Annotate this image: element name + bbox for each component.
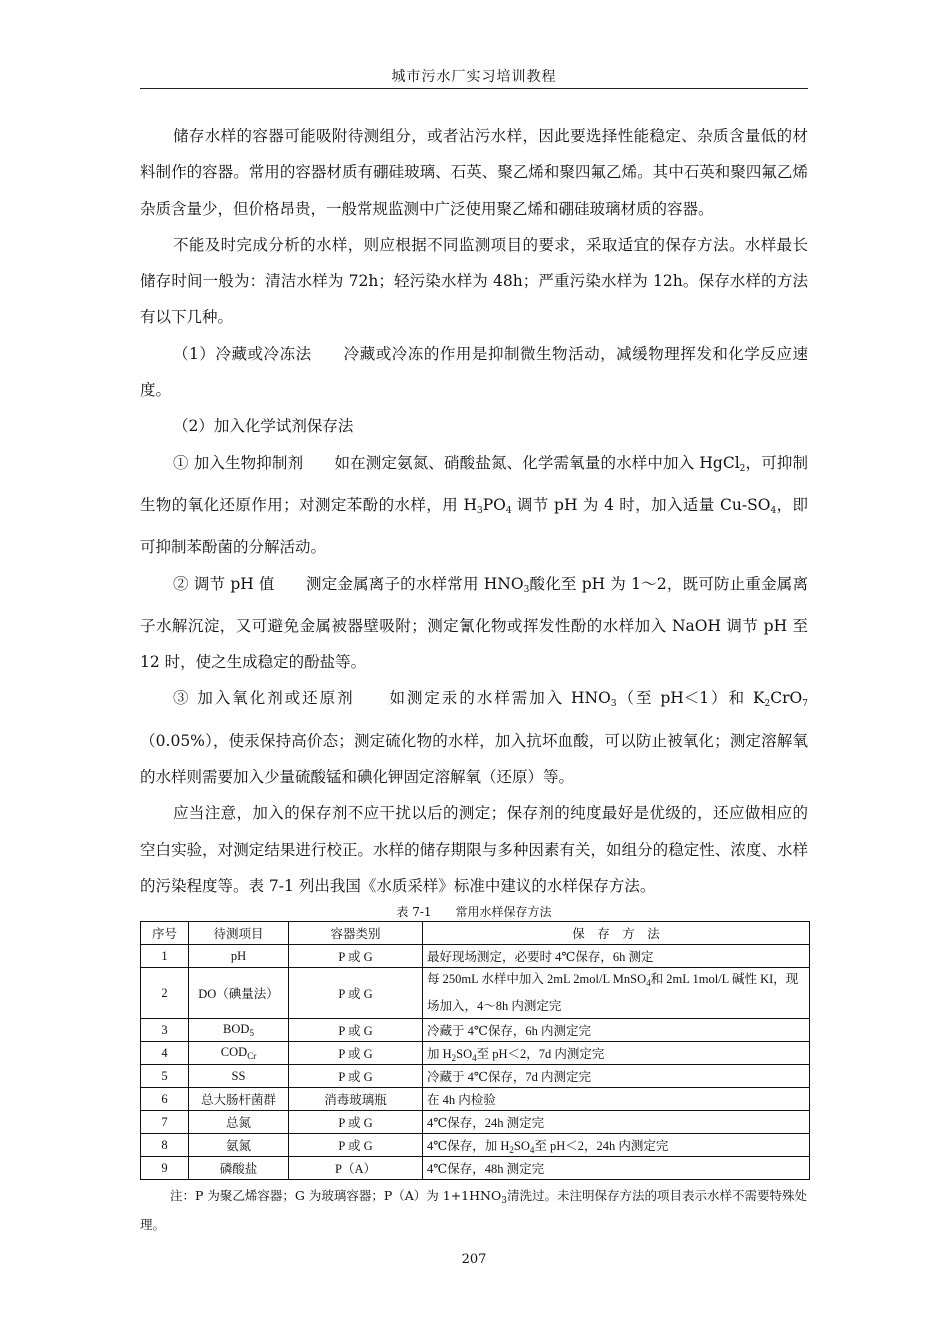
header-rule xyxy=(140,88,808,89)
cell-method xyxy=(423,1134,810,1157)
running-header: 城市污水厂实习培训教程 xyxy=(391,69,557,85)
table-row xyxy=(141,945,810,968)
text-run: （至 pH＜1）和 K xyxy=(616,689,765,708)
subscript: 2 xyxy=(739,463,746,474)
page-number: 207 xyxy=(461,1252,487,1267)
subscript: 2 xyxy=(509,1144,514,1155)
text-run: ② 调节 pH 值 测定金属离子的水样常用 HNO xyxy=(173,574,524,593)
text-run: ，即可抑制苯酚菌的分解活动。 xyxy=(140,495,808,557)
cell-method xyxy=(423,968,810,1019)
cell-container: P 或 G xyxy=(289,1065,423,1088)
cell-number: 9 xyxy=(141,1157,189,1180)
text-run: 清洗过。未注明保存方法的项目表示水样不需要特殊处理。 xyxy=(140,1188,807,1232)
column-header: 序号 xyxy=(141,922,189,945)
cell-item: 磷酸盐 xyxy=(189,1157,289,1180)
cell-container: P 或 G xyxy=(289,1111,423,1134)
paragraph: 储存水样的容器可能吸附待测组分，或者沾污水样，因此要选择性能稳定、杂质含量低的材料制作的容器。常用的容器材质有硼硅玻璃、石英、聚乙烯和聚四氟乙烯。其中石英和聚四氟乙烯杂质含量少，但价格昂贵，一般常规监测中广泛使用聚乙烯和硼硅玻璃材质的容器。 xyxy=(140,127,808,218)
text-run: PO xyxy=(482,495,506,514)
column-header: 待测项目 xyxy=(189,922,289,945)
table-row xyxy=(141,1134,810,1157)
cell-number: 4 xyxy=(141,1042,189,1065)
cell-method: 4℃保存，24h 测定完 xyxy=(423,1111,810,1134)
table-note xyxy=(140,1184,808,1237)
preservation-table xyxy=(140,921,810,1180)
cell-number: 6 xyxy=(141,1088,189,1111)
subscript: 5 xyxy=(249,1028,254,1038)
cell-item: SS xyxy=(189,1065,289,1088)
text-run: 至 pH＜2，7d 内测定完 xyxy=(476,1046,605,1061)
cell-item: pH xyxy=(189,945,289,968)
table-row xyxy=(141,1019,810,1042)
cell-number: 1 xyxy=(141,945,189,968)
cell-container: P（A） xyxy=(289,1157,423,1180)
text-run: ① 加入生物抑制剂 如在测定氨氮、硝酸盐氮、化学需氧量的水样中加入 HgCl xyxy=(173,453,740,472)
cell-number: 7 xyxy=(141,1111,189,1134)
subscript: 3 xyxy=(610,699,617,710)
subscript: 4 xyxy=(646,978,651,988)
table-caption: 表 7-1 常用水样保存方法 xyxy=(396,905,552,919)
table-row xyxy=(141,968,810,1019)
body-text xyxy=(140,118,808,904)
cell-container: P 或 G xyxy=(289,1134,423,1157)
cell-container: P 或 G xyxy=(289,945,423,968)
cell-number: 2 xyxy=(141,968,189,1019)
text-run: 4℃保存，加 H xyxy=(427,1138,510,1153)
column-header: 容器类别 xyxy=(289,922,423,945)
text-run: 和 2mL 1mol/L 碱性 KI，现场加入，4～8h 内测定完 xyxy=(427,972,799,1013)
cell-item xyxy=(189,1042,289,1065)
text-run: 注：P 为聚乙烯容器；G 为玻璃容器；P（A）为 1+1HNO xyxy=(170,1188,502,1203)
table-row xyxy=(141,1088,810,1111)
text-run: SO xyxy=(456,1046,473,1061)
text-run: ③ 加入氧化剂或还原剂 如测定汞的水样需加入 HNO xyxy=(173,689,611,708)
cell-item xyxy=(189,1019,289,1042)
text-run: 调节 pH 为 4 时，加入适量 Cu-SO xyxy=(511,495,771,514)
text-run: CrO xyxy=(770,689,803,708)
subscript: 3 xyxy=(476,505,483,516)
text-run: 酸化至 pH 为 1～2，既可防止重金属离子水解沉淀，又可避免金属被器壁吸附；测定氰化物或挥发性酚的水样加入 NaOH 调节 pH 至 12 时，使之生成稳定的酚盐等。 xyxy=(140,574,808,672)
paragraph: （1）冷藏或冷冻法 冷藏或冷冻的作用是抑制微生物活动，减缓物理挥发和化学反应速度。 xyxy=(140,344,808,400)
text-run: 至 pH＜2，24h 内测定完 xyxy=(534,1138,669,1153)
cell-container: P 或 G xyxy=(289,1042,423,1065)
cell-number: 8 xyxy=(141,1134,189,1157)
paragraph: （2）加入化学试剂保存法 xyxy=(173,417,354,436)
cell-method: 4℃保存，48h 测定完 xyxy=(423,1157,810,1180)
subscript: 7 xyxy=(802,699,808,710)
text-run: 每 250mL 水样中加入 2mL 2mol/L MnSO xyxy=(427,972,647,986)
text-run: COD xyxy=(220,1045,248,1059)
text-run: SO xyxy=(513,1138,530,1153)
text-run: ，可抑制生物的氧化还原作用；对测定苯酚的水样，用 H xyxy=(140,453,808,514)
subscript: 4 xyxy=(770,505,777,516)
cell-method: 在 4h 内检验 xyxy=(423,1088,810,1111)
subscript: 4 xyxy=(529,1144,535,1155)
table-row xyxy=(141,1111,810,1134)
cell-method: 冷藏于 4℃保存，6h 内测定完 xyxy=(423,1019,810,1042)
table-row xyxy=(141,1157,810,1180)
paragraph: 应当注意，加入的保存剂不应干扰以后的测定；保存剂的纯度最好是优级的，还应做相应的空白实验，对测定结果进行校正。水样的储存期限与多种因素有关，如组分的稳定性、浓度、水样的污染程度等。表 7-1 列出我国《水质采样》标准中建议的水样保存方法。 xyxy=(140,804,808,895)
cell-container: P 或 G xyxy=(289,968,423,1019)
cell-item: DO（碘量法） xyxy=(189,968,289,1019)
cell-method xyxy=(423,1042,810,1065)
text-run: （0.05%），使汞保持高价态；测定硫化物的水样，加入抗坏血酸，可以防止被氧化；测定溶解氧的水样则需要加入少量硫酸锰和碘化钾固定溶解氧（还原）等。 xyxy=(140,731,808,787)
paragraph xyxy=(140,680,808,795)
subscript: 4 xyxy=(505,505,512,516)
table-header-row xyxy=(141,922,810,945)
paragraph: 不能及时完成分析的水样，则应根据不同监测项目的要求，采取适宜的保存方法。水样最长储存时间一般为：清洁水样为 72h；轻污染水样为 48h；严重污染水样为 12h。保存水样的方法有以下几种。 xyxy=(140,235,808,327)
cell-method: 最好现场测定，必要时 4℃保存，6h 测定 xyxy=(423,945,810,968)
subscript: Cr xyxy=(247,1051,257,1061)
subscript: 2 xyxy=(764,699,771,710)
cell-item: 总氮 xyxy=(189,1111,289,1134)
text-run: 加 H xyxy=(427,1046,452,1061)
cell-container: 消毒玻璃瓶 xyxy=(289,1088,423,1111)
subscript: 4 xyxy=(472,1052,477,1063)
paragraph xyxy=(140,445,808,566)
cell-method: 冷藏于 4℃保存，7d 内测定完 xyxy=(423,1065,810,1088)
subscript: 3 xyxy=(501,1196,507,1206)
table-row xyxy=(141,1042,810,1065)
cell-container: P 或 G xyxy=(289,1019,423,1042)
column-header: 保 存 方 法 xyxy=(423,922,810,945)
table-row xyxy=(141,1065,810,1088)
paragraph xyxy=(140,566,808,681)
subscript: 2 xyxy=(451,1052,457,1063)
cell-number: 5 xyxy=(141,1065,189,1088)
cell-number: 3 xyxy=(141,1019,189,1042)
cell-item: 氨氮 xyxy=(189,1134,289,1157)
text-run: BOD xyxy=(223,1022,250,1036)
subscript: 3 xyxy=(523,584,530,595)
cell-item: 总大肠杆菌群 xyxy=(189,1088,289,1111)
